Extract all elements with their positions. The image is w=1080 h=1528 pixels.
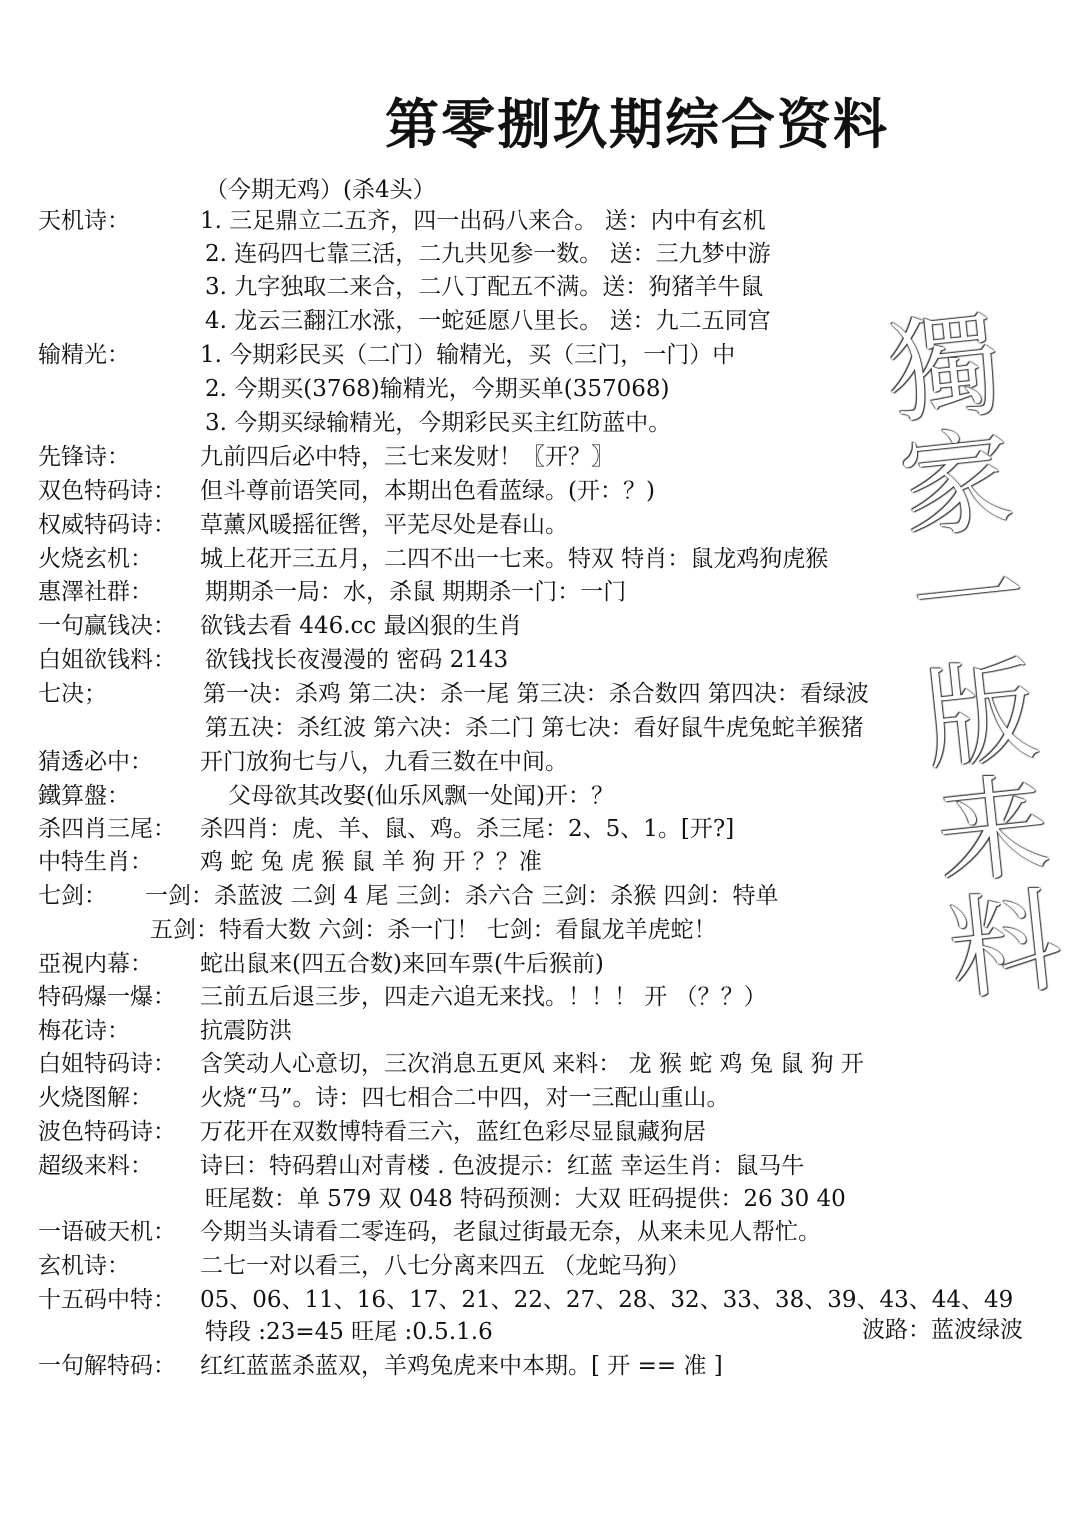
row-label: 火烧图解：	[38, 1085, 153, 1111]
watermark-char: 一	[906, 529, 1032, 671]
watermark-char: 来	[930, 760, 1056, 902]
watermark-char: 獨	[882, 299, 1008, 441]
row-text: 第五决：杀红波 第六决：杀二门 第七决：看好鼠牛虎兔蛇羊猴猪	[205, 715, 864, 741]
row-label: 权威特码诗：	[38, 512, 176, 538]
row-text: 红红蓝蓝杀蓝双，羊鸡兔虎来中本期。[ 开 == 准 ]	[200, 1353, 723, 1379]
watermark-char: 料	[942, 875, 1068, 1017]
row-text: 1. 三足鼎立二五齐，四一出码八来合。 送：内中有玄机	[200, 208, 766, 234]
header-note: （今期无鸡）(杀4头）	[205, 177, 436, 203]
row-text: 诗曰：特码碧山对青楼 . 色波提示：红蓝 幸运生肖：鼠马牛	[200, 1153, 805, 1179]
row-text: 旺尾数：单 579 双 048 特码预测：大双 旺码提供：26 30 40	[205, 1186, 846, 1212]
row-text: 五剑：特看大数 六剑：杀一门！ 七剑：看鼠龙羊虎蛇！	[150, 917, 717, 943]
row-text: 三前五后退三步，四走六追无来找。！！！ 开 （？？）	[200, 984, 767, 1010]
row-label: 火烧玄机：	[38, 546, 153, 572]
row-text: 鸡 蛇 兔 虎 猴 鼠 羊 狗 开 ？？准	[200, 849, 542, 875]
row-label: 先锋诗：	[38, 444, 130, 470]
row-text: 欲钱找长夜漫漫的 密码 2143	[205, 647, 509, 673]
row-label: 白姐特码诗：	[38, 1051, 176, 1077]
row-text: 4. 龙云三翻江水涨，一蛇延愿八里长。 送：九二五同宫	[205, 308, 771, 334]
row-text: 期期杀一局：水，杀鼠 期期杀一门：一门	[205, 579, 627, 605]
row-label: 玄机诗：	[38, 1253, 130, 1279]
row-text: 特段 :23=45 旺尾 :0.5.1.6	[205, 1319, 493, 1345]
page-title: 第零捌玖期综合资料	[385, 93, 889, 156]
row-label: 白姐欲钱料：	[38, 647, 176, 673]
row-label: 鐵算盤：	[38, 783, 130, 809]
row-label: 超级来料：	[38, 1153, 153, 1179]
watermark-stamp	[864, 299, 1080, 1017]
row-label: 天机诗：	[38, 208, 130, 234]
row-text: 火烧“马”。诗：四七相合二中四，对一三配山重山。	[200, 1085, 730, 1111]
row-text: 含笑动人心意切，三次消息五更风 来料： 龙 猴 蛇 鸡 兔 鼠 狗 开	[200, 1051, 864, 1077]
row-text: 第一决：杀鸡 第二决：杀一尾 第三决：杀合数四 第四决：看绿波	[203, 681, 869, 707]
row-label: 十五码中特：	[38, 1287, 176, 1313]
row-text: 一剑：杀蓝波 二剑 4 尾 三剑：杀六合 三剑：杀猴 四剑：特单	[145, 883, 779, 909]
row-text: 二七一对以看三，八七分离来四五 （龙蛇马狗）	[200, 1253, 691, 1279]
row-text: 万花开在双数博特看三六，蓝红色彩尽显鼠藏狗居	[200, 1119, 706, 1145]
row-text: 欲钱去看 446.cc 最凶狠的生肖	[200, 613, 522, 639]
row-label: 输精光：	[38, 342, 130, 368]
row-label: 一语破天机：	[38, 1219, 176, 1245]
row-label: 一句赢钱决：	[38, 613, 176, 639]
row-label: 特码爆一爆：	[38, 984, 176, 1010]
row-label: 亞視内幕：	[38, 951, 153, 977]
row-label: 中特生肖：	[38, 849, 153, 875]
watermark-char: 版	[918, 645, 1044, 787]
row-text: 蛇出鼠来(四五合数)来回车票(牛后猴前)	[200, 951, 604, 977]
row-text: 草薰风暖摇征辔，平芜尽处是春山。	[200, 512, 568, 538]
row-text: 九前四后必中特，三七来发财！〖开？〗	[200, 444, 614, 470]
row-text: 今期当头请看二零连码，老鼠过街最无奈，从来未见人帮忙。	[200, 1219, 821, 1245]
row-text: 3. 九字独取二来合，二八丁配五不满。送：狗猪羊牛鼠	[205, 274, 764, 300]
row-text: 开门放狗七与八，九看三数在中间。	[200, 749, 568, 775]
row-text: 抗震防洪	[200, 1018, 292, 1044]
row-text: 城上花开三五月，二四不出一七来。特双 特肖：鼠龙鸡狗虎猴	[200, 546, 829, 572]
row-label: 梅花诗：	[38, 1018, 130, 1044]
bolu-note: 波路：蓝波绿波	[862, 1317, 1023, 1343]
row-label: 猜透必中：	[38, 749, 153, 775]
row-label: 一句解特码：	[38, 1353, 176, 1379]
row-text: 2. 今期买(3768)输精光，今期买单(357068)	[205, 376, 670, 402]
row-label: 七剑：	[38, 883, 107, 909]
row-label: 杀四肖三尾：	[38, 816, 176, 842]
row-text: 2. 连码四七靠三活，二九共见参一数。 送：三九梦中游	[205, 241, 771, 267]
row-text: 父母欲其改娶(仙乐风飘一处闻)开：？	[228, 783, 614, 809]
row-text: 1. 今期彩民买（二门）输精光，买（三门，一门）中	[200, 342, 736, 368]
row-label: 波色特码诗：	[38, 1119, 176, 1145]
row-text: 05、06、11、16、17、21、22、27、28、32、33、38、39、43、44、49	[200, 1287, 1014, 1313]
row-text: 杀四肖：虎、羊、鼠、鸡。杀三尾：2、5、1。[开?]	[200, 816, 735, 842]
watermark-char: 家	[894, 414, 1020, 556]
row-label: 惠澤社群：	[38, 579, 153, 605]
row-text: 但斗尊前语笑同，本期出色看蓝绿。(开：？)	[200, 478, 655, 504]
row-text: 3. 今期买绿输精光，今期彩民买主红防蓝中。	[205, 410, 672, 436]
row-label: 双色特码诗：	[38, 478, 176, 504]
row-label: 七决；	[38, 681, 107, 707]
